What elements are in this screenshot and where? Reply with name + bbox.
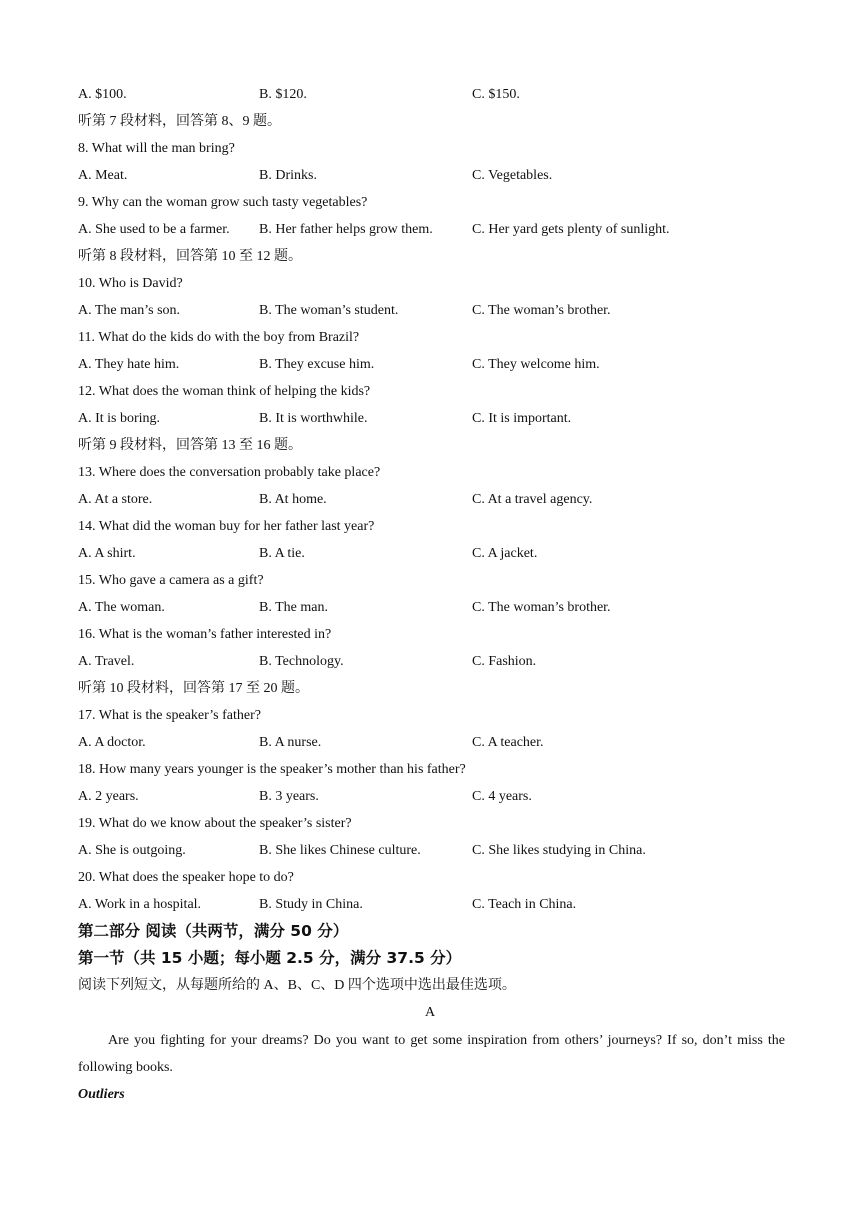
q11-option-c: C. They welcome him. xyxy=(472,357,600,372)
q17-option-c: C. A teacher. xyxy=(472,735,544,750)
question-19: 19. What do we know about the speaker’s sister? xyxy=(78,816,352,831)
question-13: 13. Where does the conversation probably take place? xyxy=(78,465,381,480)
q10-option-a: A. The man’s son. xyxy=(78,303,181,318)
q19-option-c: C. She likes studying in China. xyxy=(472,843,646,858)
section-7-instruction: 听第 7 段材料，回答第 8、9 题。 xyxy=(78,114,281,129)
q13-option-a: A. At a store. xyxy=(78,492,153,507)
q10-option-b: B. The woman’s student. xyxy=(259,303,399,318)
q18-option-b: B. 3 years. xyxy=(259,789,319,804)
q17-option-a: A. A doctor. xyxy=(78,735,146,750)
q9-option-b: B. Her father helps grow them. xyxy=(259,222,433,237)
part-2-heading: 第二部分 阅读（共两节，满分 50 分） xyxy=(78,922,349,940)
q15-option-c: C. The woman’s brother. xyxy=(472,600,611,615)
section-10-instruction: 听第 10 段材料，回答第 17 至 20 题。 xyxy=(78,681,309,696)
q19-option-a: A. She is outgoing. xyxy=(78,843,186,858)
question-8: 8. What will the man bring? xyxy=(78,141,235,156)
question-17: 17. What is the speaker’s father? xyxy=(78,708,261,723)
q20-option-c: C. Teach in China. xyxy=(472,897,577,912)
question-15: 15. Who gave a camera as a gift? xyxy=(78,573,264,588)
q17-option-b: B. A nurse. xyxy=(259,735,322,750)
q18-option-c: C. 4 years. xyxy=(472,789,532,804)
question-11: 11. What do the kids do with the boy from Brazil? xyxy=(78,330,360,345)
q14-option-b: B. A tie. xyxy=(259,546,305,561)
q13-option-c: C. At a travel agency. xyxy=(472,492,593,507)
question-16: 16. What is the woman’s father interested in? xyxy=(78,627,332,642)
q16-option-b: B. Technology. xyxy=(259,654,344,669)
q15-option-b: B. The man. xyxy=(259,600,328,615)
question-20: 20. What does the speaker hope to do? xyxy=(78,870,294,885)
q12-option-b: B. It is worthwhile. xyxy=(259,411,368,426)
question-10: 10. Who is David? xyxy=(78,276,183,291)
q8-option-a: A. Meat. xyxy=(78,168,128,183)
q14-option-a: A. A shirt. xyxy=(78,546,136,561)
q10-option-c: C. The woman’s brother. xyxy=(472,303,611,318)
q9-option-a: A. She used to be a farmer. xyxy=(78,222,230,237)
q7-option-b: B. $120. xyxy=(259,87,307,102)
q9-option-c: C. Her yard gets plenty of sunlight. xyxy=(472,222,670,237)
section-8-instruction: 听第 8 段材料，回答第 10 至 12 题。 xyxy=(78,249,302,264)
question-18: 18. How many years younger is the speaker’s mother than his father? xyxy=(78,762,466,777)
q18-option-a: A. 2 years. xyxy=(78,789,139,804)
passage-label: A xyxy=(424,1005,436,1020)
q8-option-c: C. Vegetables. xyxy=(472,168,553,183)
q8-option-b: B. Drinks. xyxy=(259,168,317,183)
question-14: 14. What did the woman buy for her father last year? xyxy=(78,519,375,534)
q13-option-b: B. At home. xyxy=(259,492,327,507)
q14-option-c: C. A jacket. xyxy=(472,546,538,561)
q12-option-c: C. It is important. xyxy=(472,411,572,426)
reading-instruction: 阅读下列短文，从每题所给的 A、B、C、D 四个选项中选出最佳选项。 xyxy=(78,978,516,993)
section-1-heading: 第一节（共 15 小题；每小题 2.5 分，满分 37.5 分） xyxy=(78,949,462,967)
q16-option-a: A. Travel. xyxy=(78,654,135,669)
q19-option-b: B. She likes Chinese culture. xyxy=(259,843,421,858)
intro-paragraph: Are you fighting for your dreams? Do you want to get some inspiration from others’ journeys? If so, don’t miss the following books. xyxy=(78,1033,785,1075)
q11-option-a: A. They hate him. xyxy=(78,357,180,372)
q16-option-c: C. Fashion. xyxy=(472,654,537,669)
q7-option-c: C. $150. xyxy=(472,87,520,102)
question-12: 12. What does the woman think of helping the kids? xyxy=(78,384,371,399)
question-9: 9. Why can the woman grow such tasty vegetables? xyxy=(78,195,368,210)
book-title-outliers: Outliers xyxy=(78,1087,125,1102)
section-9-instruction: 听第 9 段材料，回答第 13 至 16 题。 xyxy=(78,438,302,453)
q20-option-a: A. Work in a hospital. xyxy=(78,897,202,912)
q11-option-b: B. They excuse him. xyxy=(259,357,375,372)
q7-option-a: A. $100. xyxy=(78,87,127,102)
q15-option-a: A. The woman. xyxy=(78,600,165,615)
q12-option-a: A. It is boring. xyxy=(78,411,161,426)
q20-option-b: B. Study in China. xyxy=(259,897,363,912)
